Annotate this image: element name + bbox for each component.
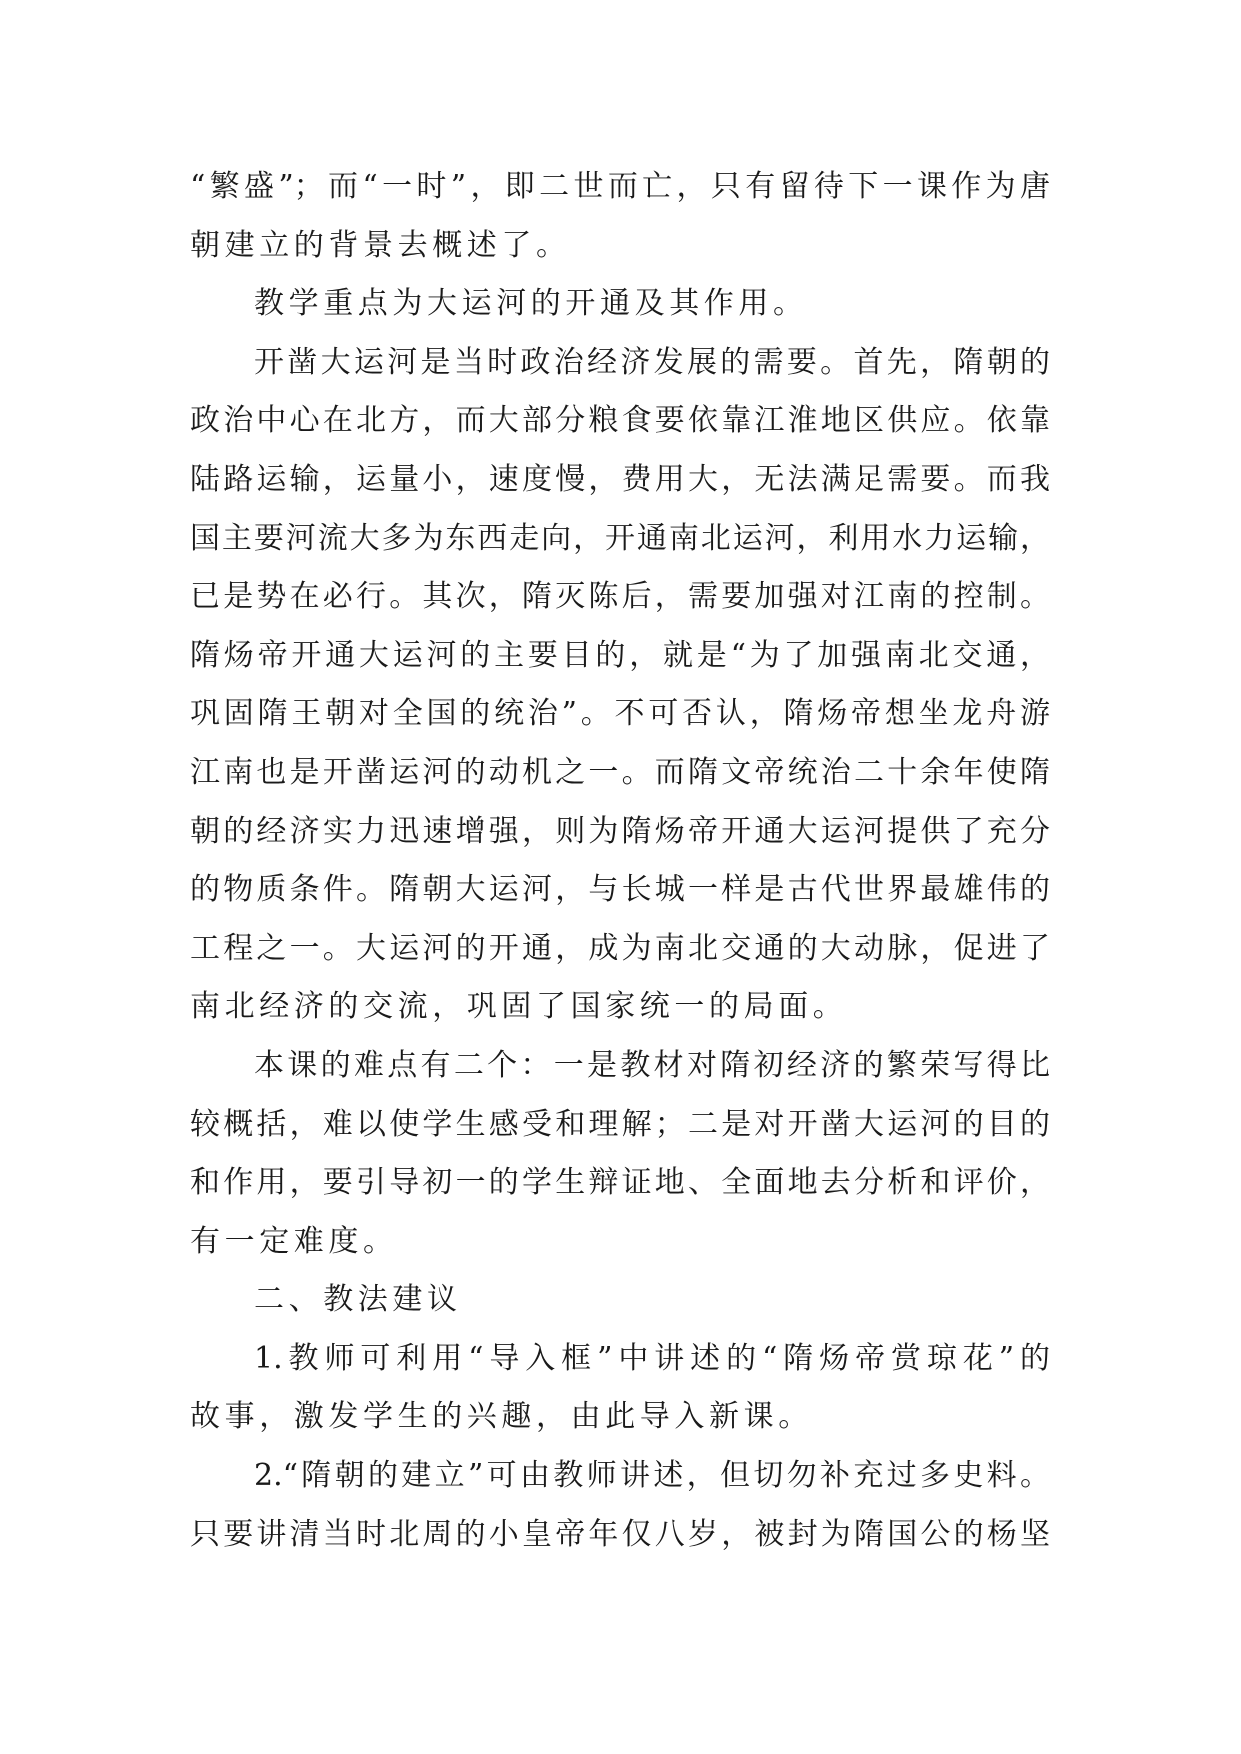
text-line: 只要讲清当时北周的小皇帝年仅八岁，被封为隋国公的杨坚	[190, 1516, 1050, 1552]
text-line: 开凿大运河是当时政治经济发展的需要。首先，隋朝的	[254, 344, 1050, 380]
text-line: 有一定难度。	[190, 1223, 398, 1259]
text-line: 陆路运输，运量小，速度慢，费用大，无法满足需要。而我	[190, 461, 1050, 497]
text-line: 巩固隋王朝对全国的统治”。不可否认，隋炀帝想坐龙舟游	[190, 696, 1050, 732]
text-line: 故事，激发学生的兴趣，由此导入新课。	[190, 1399, 813, 1435]
text-line: 朝的经济实力迅速增强，则为隋炀帝开通大运河提供了充分	[190, 813, 1050, 849]
text-line: 2.“隋朝的建立”可由教师讲述，但切勿补充过多史料。	[254, 1458, 1050, 1494]
text-line: 国主要河流大多为东西走向，开通南北运河，利用水力运输，	[190, 520, 1050, 556]
text-line: 隋炀帝开通大运河的主要目的，就是“为了加强南北交通，	[190, 637, 1050, 673]
text-line: 已是势在必行。其次，隋灭陈后，需要加强对江南的控制。	[190, 579, 1050, 615]
text-line: 工程之一。大运河的开通，成为南北交通的大动脉，促进了	[190, 930, 1050, 966]
text-line: 二、教法建议	[254, 1282, 462, 1318]
text-line: 较概括，难以使学生感受和理解；二是对开凿大运河的目的	[190, 1106, 1050, 1142]
document-body	[190, 158, 1050, 1564]
text-line: 和作用，要引导初一的学生辩证地、全面地去分析和评价，	[190, 1165, 1050, 1201]
text-line: 本课的难点有二个：一是教材对隋初经济的繁荣写得比	[254, 1047, 1050, 1083]
text-line: 江南也是开凿运河的动机之一。而隋文帝统治二十余年使隋	[190, 754, 1050, 790]
text-line: 1.教师可利用“导入框”中讲述的“隋炀帝赏琼花”的	[254, 1340, 1050, 1376]
text-line: 教学重点为大运河的开通及其作用。	[254, 286, 808, 322]
text-line: 朝建立的背景去概述了。	[190, 227, 571, 263]
text-line: 南北经济的交流，巩固了国家统一的局面。	[190, 989, 848, 1025]
text-line: “繁盛”；而“一时”，即二世而亡，只有留待下一课作为唐	[190, 169, 1050, 204]
text-line: 的物质条件。隋朝大运河，与长城一样是古代世界最雄伟的	[190, 872, 1050, 908]
text-line: 政治中心在北方，而大部分粮食要依靠江淮地区供应。依靠	[190, 403, 1050, 439]
